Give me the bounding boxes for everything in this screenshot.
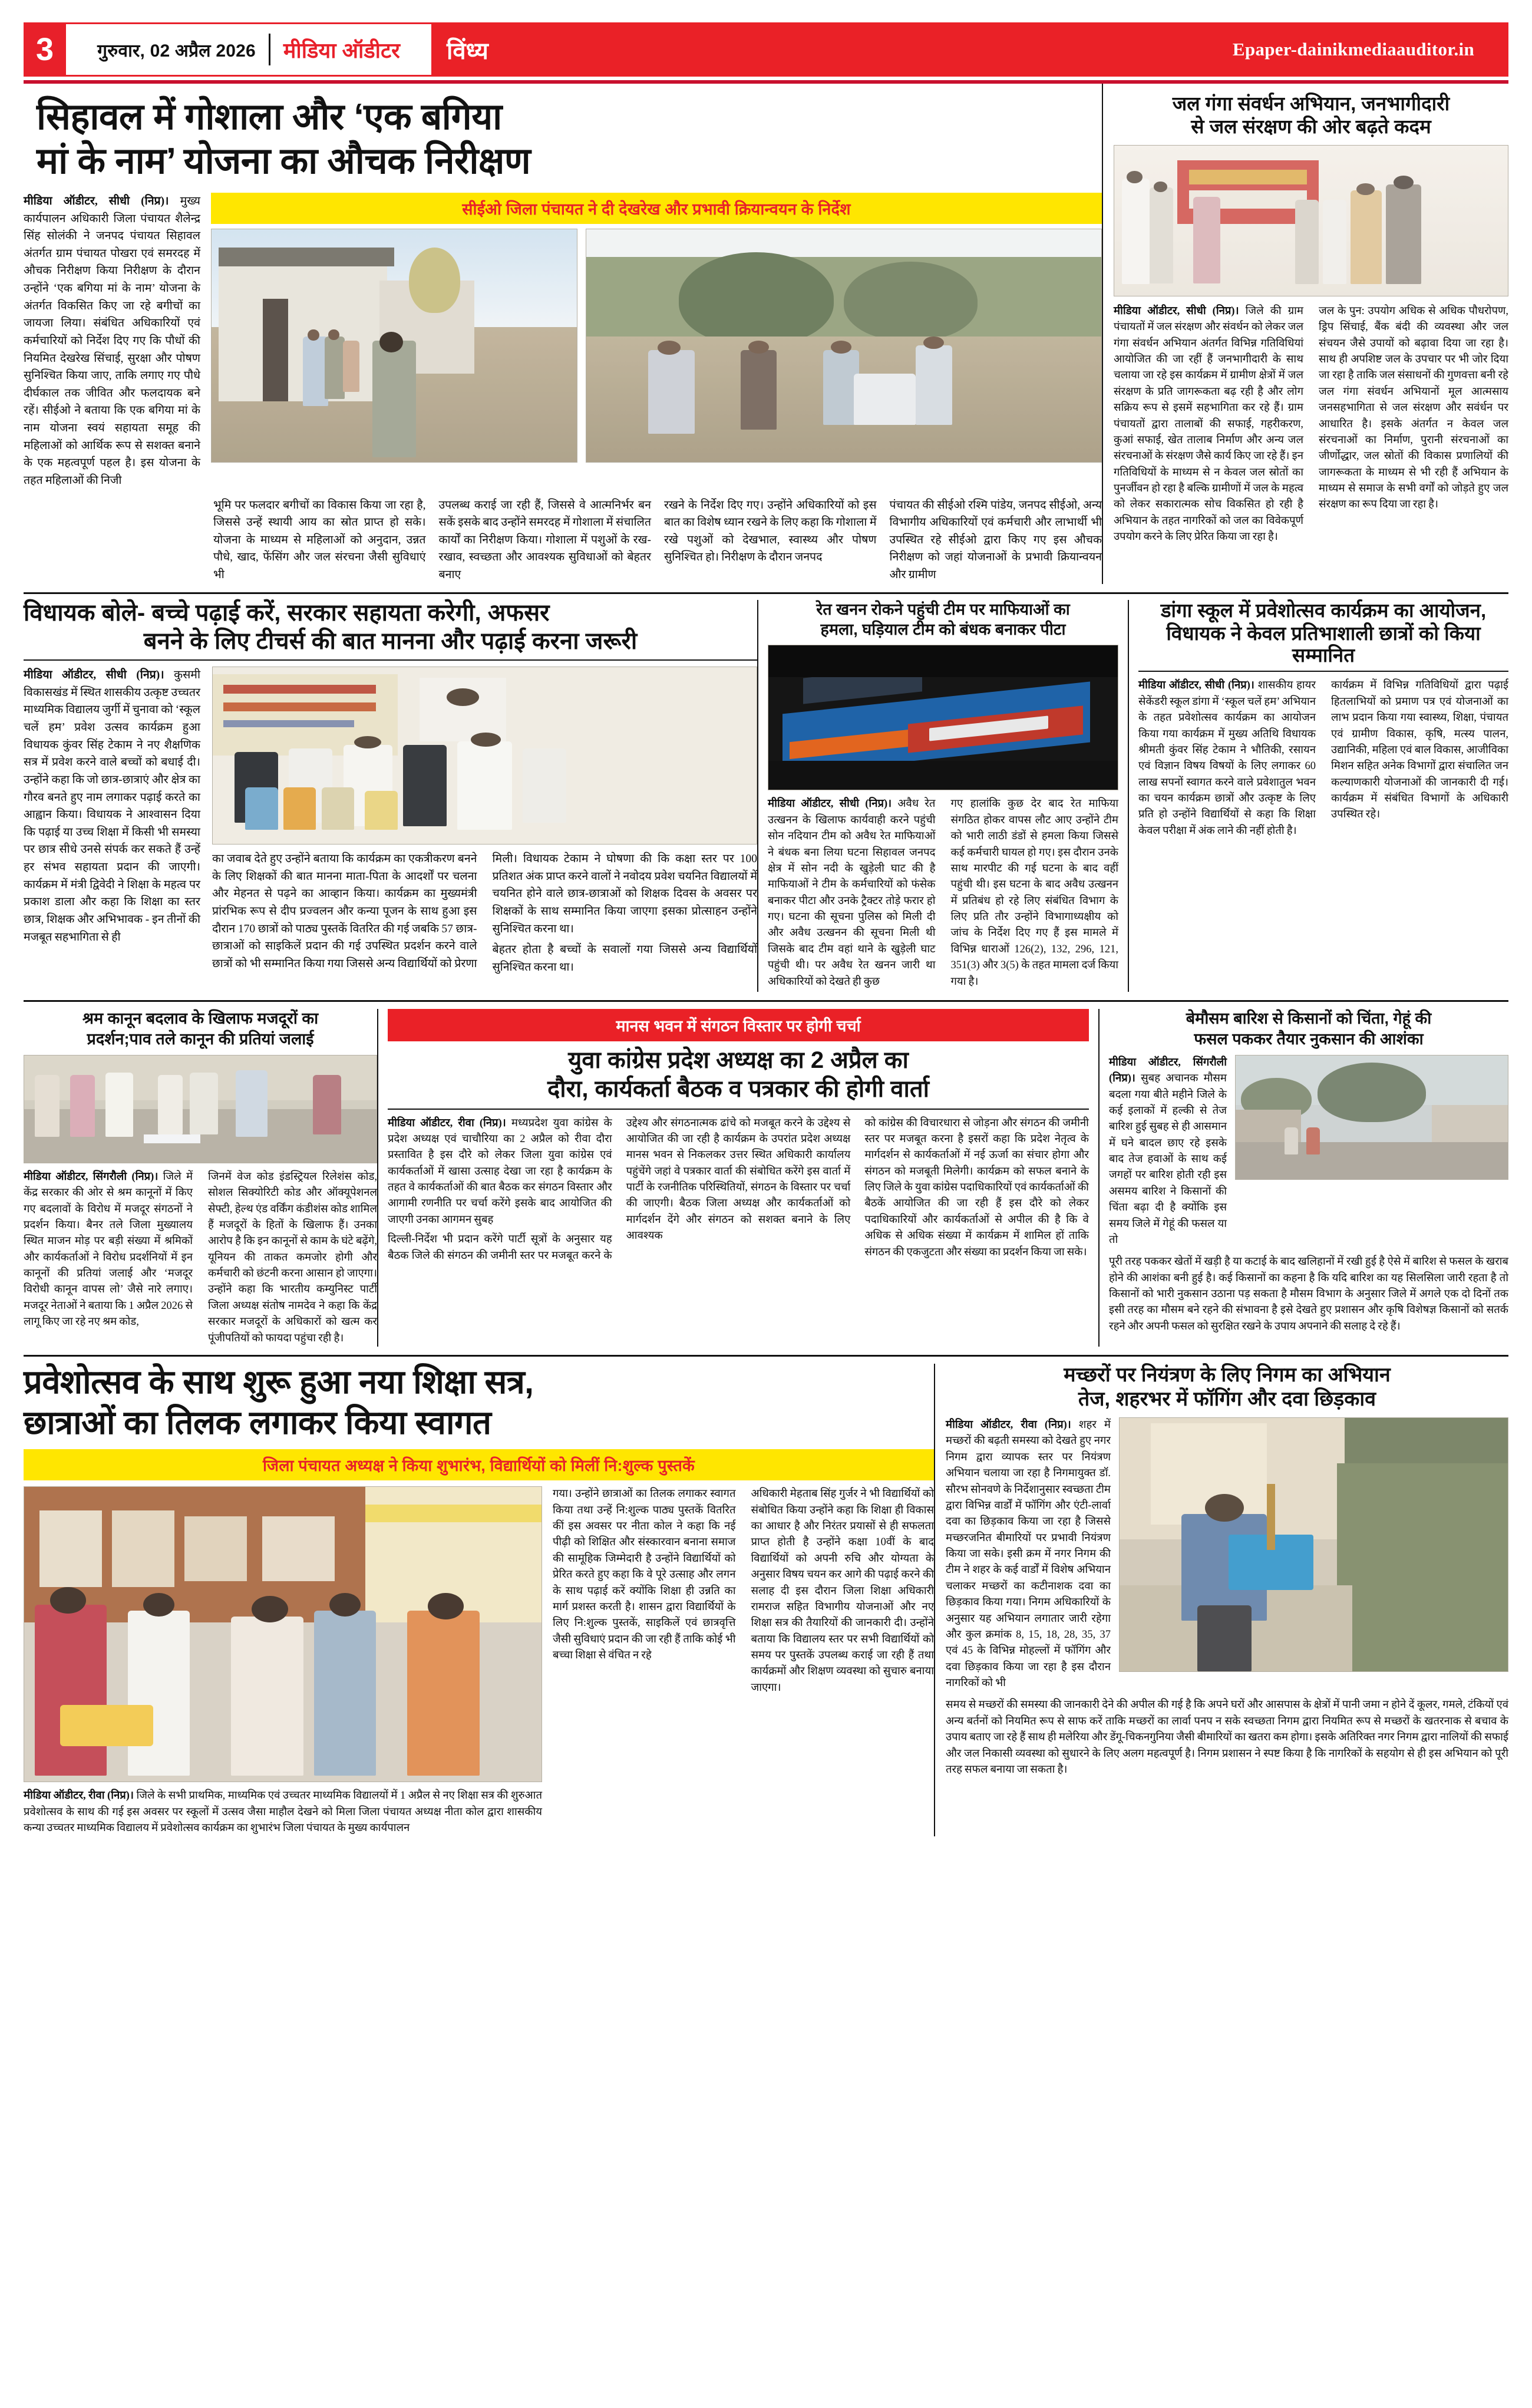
sand-headline-line1: रेत खनन रोकने पहुंची टीम पर माफियाओं का — [816, 600, 1070, 618]
danga-headline-line1: डांगा स्कूल में प्रवेशोत्सव कार्यक्रम का आयोजन, — [1160, 599, 1487, 621]
congress-col3: को कांग्रेस की विचारधारा से जोड़ना और संगठन की जमीनी स्तर पर मजबूत करना है इसरों कहा कि प्रदेश नेतृत्व के मार्गदर्शन से कार्यकर्ताओं में नई ऊर्जा का संचार होगा और संगठन को मजबूती मिलेगी। कार्यक्रम को सफल बनाने के लिए जिले के युवा कांग्रेस पदाधिकारियों एवं कार्यकर्ताओं की बैठकें आयोजित की जा रही हैं इस दौरे को लेकर पदाधिकारियों और कार्यकर्ताओं से अपील की है कि वे अधिक से अधिक संख्या में कार्यक्रम में शामिल हों ताकि संगठन की एकजुटता और संख्या का प्रदर्शन किया जा सके। — [864, 1117, 1089, 1258]
sand-dateline: मीडिया ऑडीटर, सीधी (निप्र)। — [768, 798, 892, 810]
lead-story — [24, 84, 1102, 584]
danga-dateline: मीडिया ऑडीटर, सीधी (निप्र)। — [1138, 679, 1254, 692]
water-headline-line1: जल गंगा संवर्धन अभियान, जनभागीदारी — [1172, 93, 1450, 114]
masthead — [24, 22, 1508, 77]
danga-col2: कार्यक्रम में विभिन्न गतिविधियों द्वारा पढ़ाई हितलाभियों को प्रमाण पत्र एवं योजनाओं का लाभ प्रदान किया गया स्वास्थ्य, शिक्षा, पंचायत एवं ग्रामीण विकास, कृषि, मत्स्य पालन, उद्यानिकी, महिला एवं बाल विकास, आजीविका मिशन सहित अनेक विभागों द्वारा संचालित जन कल्याणकारी योजनाओं की जानकारी दी गई। कार्यक्रम में संबंधित विभागों के अधिकारी उपस्थित रहे। — [1331, 679, 1508, 821]
pravesh-yellow-bar: जिला पंचायत अध्यक्ष ने किया शुभारंभ, विद्यार्थियों को मिलीं नि:शुल्क पुस्तकें — [24, 1449, 934, 1480]
wheat-headline-line2: फसल पककर तैयार नुकसान की आशंका — [1194, 1030, 1424, 1048]
labour-headline-line1: श्रम कानून बदलाव के खिलाफ मजदूरों का — [82, 1009, 319, 1027]
mosquito-dateline: मीडिया ऑडीटर, रीवा (निप्र)। — [946, 1419, 1071, 1431]
mosquito-col2: समय से मच्छरों की समस्या की जानकारी देने की अपील की गई है कि अपने घरों और आसपास के क्षेत्रों में पानी जमा न होने दें कूलर, गमले, टंकियों एवं अन्य बर्तनों को नियमित रूप से साफ करें ताकि मच्छरों का लार्वा पनप न सके स्वच्छता निगम द्वारा नियमित रूप से मच्छरों के खतरनाक से बचाव के उपाय बताए जा रहे हैं साथ ही मलेरिया और डेंगू-चिकनगुनिया जैसी बीमारियों का खतरा कम होगा। इसके अतिरिक्त नगर निगम द्वारा नालियों की सफाई और जल निकासी व्यवस्था को सुधारने के लिए अलग महत्वपूर्ण है। निगम प्रशासन ने स्पष्ट किया है कि नागरिकों के सहयोग से ही इस अभियान को पूरी तरह सफल बनाया जा सकता है। — [946, 1699, 1509, 1776]
section-rule-1 — [24, 592, 1508, 594]
photo-rain-town — [1235, 1055, 1508, 1180]
lead-dateline: मीडिया ऑडीटर, सीधी (निप्र)। — [24, 194, 169, 207]
brand-name: मीडिया ऑडीटर — [283, 38, 400, 62]
wheat-col1: सुबह अचानक मौसम बदला गया बीते महीने जिले के कई इलाकों में हल्की से तेज बारिश हुई सुबह से ही आसमान में घने बादल छाए रहे इसके बाद तेज हवाओं के साथ कई जगहों पर बारिश होती रही इस असमय बारिश ने किसानों की चिंता बढ़ा दी है क्योंकि इस समय जिले में गेहूं की फसल या तो — [1109, 1073, 1227, 1246]
pravesh-story — [24, 1364, 934, 1837]
danga-headline-line2: विधायक ने केवल प्रतिभाशाली छात्रों को किया सम्मानित — [1166, 622, 1481, 666]
mla-headline-line2: बनने के लिए टीचर्स की बात मानना और पढ़ाई करना जरूरी — [143, 628, 638, 655]
congress-rule — [388, 1109, 1089, 1110]
photo-fogging-worker — [1119, 1417, 1508, 1672]
photo-labour-protest — [24, 1055, 377, 1163]
mla-story — [24, 600, 757, 992]
sand-col1: अवैध रेत उत्खनन के खिलाफ कार्यवाही करने पहुंची सोन नदियान टीम को अवैध रेत माफियाओं ने बंधक बना लिया घटना सिहावल जनपद क्षेत्र में सोन नदी के खुड़ेली घाट की है माफियाओं ने टीम के कर्मचारियों को फंसेक बनाकर पीटा और उनके ट्रैक्टर तोड़े फरार हो गए। घटना की सूचना पुलिस को मिली दी और अवैध उत्खनन की सूचना मिली थी जिसके बाद टीम वहां थाने के खुड़ेली घाट पहुंची थी। पर अवैध रेत खनन जारी था अधिकारियों को देखते ही कुछ — [768, 798, 936, 988]
lead-col1: मुख्य कार्यपालन अधिकारी जिला पंचायत शैलेन्द्र सिंह सोलंकी ने जनपद पंचायत सिहावल अंतर्गत ग्राम पंचायत पोखरा एवं समरदह में औचक निरीक्षण किया निरीक्षण के दौरान उन्होंने ‘एक बगिया मां के नाम’ योजना के अंतर्गत विकसित किए जा रहे बगीचों का जायजा लिया। संबंधित अधिकारियों एवं कर्मचारियों को निर्देश दिए गए कि पौधों की नियमित देखरेख सिंचाई, सुरक्षा और पोषण सुनिश्चित किया जाए, ताकि लगाए गए पौधे दीर्घकाल तक जीवित और फलदायक बने रहें। सीईओ ने बताया कि एक बगिया मां के नाम योजना स्वयं सहायता समूह की महिलाओं को आर्थिक रूप से सशक्त बनाने के एक महत्वपूर्ण पहल है। इस योजना के तहत महिलाओं की निजी — [24, 194, 200, 487]
congress-col2: दिल्ली-निर्देश भी प्रदान करेंगे पार्टी सूत्रों के अनुसार यह बैठक जिले की संगठन की जमीनी स्तर पर मजबूत करने के उद्देश्य और संगठनात्मक ढांचे को मजबूत करने के उद्देश्य से आयोजित की जा रही है कार्यक्रम के उपरांत प्रदेश अध्यक्ष मानस भवन से निकलकर उत्तर स्थित अधिकारी कार्यालय पहुंचेंगे जहां वे पत्रकार वार्ता की संबोधित करेंगे इस वार्ता में पार्टी के रजनीतिक परिस्थितियों, संगठन के विस्तार पर चर्चा की जाएगी। बैठक जिला अध्यक्ष और कार्यकर्ताओं को मार्गदर्शन देंगे और संगठन को सशक्त बनाने के लिए आवश्यक — [388, 1117, 851, 1262]
page-number: 3 — [24, 22, 66, 77]
publication-date: गुरुवार, 02 अप्रैल 2026 — [97, 41, 256, 61]
lead-col5: पंचायत की सीईओ रश्मि पांडेय, जनपद सीईओ, अन्य विभागीय अधिकारियों एवं कर्मचारी और लाभार्थी भी उपस्थित रहे सीईओ द्वारा किए गए इस औचक निरीक्षण को जहां योजनाओं के प्रभावी क्रियान्वयन और ग्रामीण — [889, 499, 1102, 581]
lead-col2: भूमि पर फलदार बगीचों का विकास किया जा रहा है, जिससे उन्हें स्थायी आय का स्रोत प्राप्त हो सके। योजना के माध्यम से महिलाओं को अनुदान, उन्नत पौधे, खाद, फेंसिंग और जल संरचना जैसी सुविधाएं भी — [213, 499, 426, 581]
labour-col1: जिले में केंद्र सरकार की ओर से श्रम कानूनों में किए गए बदलावों के विरोध में मजदूर संगठनों ने प्रदर्शन किया। बैनर तले जिला मुख्यालय स्थित माजन मोड़ पर बड़ी संख्या में श्रमिकों और कार्यकर्ताओं ने विरोध प्रदर्शनियों में इन कानूनों की प्रतियां जलाई और ‘मजदूर विरोधी कानून वापस लो’ जैसे नारे लगाए। मजदूर नेताओं ने बताया कि 1 अप्रैल 2026 से लागू किए जा रहे नए श्रम कोड, — [24, 1170, 193, 1328]
mla-col3: बेहतर होता है बच्चों के सवालों गया जिससे अन्य विद्यार्थियों सुनिश्चित करना था। — [492, 944, 757, 974]
congress-headline-line2: दौरा, कार्यकर्ता बैठक व पत्रकार की होगी वार्ता — [547, 1076, 929, 1102]
sand-col2: गए हालांकि कुछ देर बाद रेत माफिया संगठित होकर वापस लौट आए उन्होंने टीम को भारी लाठी डंडों से हमला किया जिससे कई कर्मचारी घायल हो गए। इस दौरान उनके साथ मारपीट की गई घटना के बाद वहीं पहुंची थी। इस घटना के बाद अवैध उत्खनन में प्रतिबंध हो रहे लिए संबंधित विभाग के लिए प्रति तौर उन्होंने विभागाध्यक्षीय को जांच के निर्देश दिए गए हैं इस मामले में विभिन्न धाराओं 126(2), 132, 296, 121, 351(3) और 3(5) के तहत मामला दर्ज किया गया है। — [950, 798, 1118, 988]
pravesh-headline-line1: प्रवेशोत्सव के साथ शुरू हुआ नया शिक्षा सत्र, — [24, 1363, 534, 1400]
mosquito-headline-line2: तेज, शहरभर में फॉगिंग और दवा छिड़काव — [1078, 1387, 1376, 1410]
middle-section — [24, 600, 1508, 992]
section-rule-3 — [24, 1355, 1508, 1357]
wheat-story — [1100, 1009, 1508, 1347]
lead-col4: रखने के निर्देश दिए गए। उन्होंने अधिकारियों को इस बात का विशेष ध्यान रखने के लिए कहा कि गोशाला में रखे पशुओं को देखभाल, स्वास्थ्य और पोषण सुनिश्चित हो। निरीक्षण के दौरान जनपद — [664, 499, 877, 564]
water-story — [1103, 84, 1508, 584]
photo-plantation-field — [586, 229, 1102, 463]
congress-red-bar: मानस भवन में संगठन विस्तार पर होगी चर्चा — [388, 1009, 1089, 1041]
bottom-section — [24, 1364, 1508, 1837]
photo-damaged-tractor — [768, 645, 1118, 790]
danga-rule — [1138, 671, 1508, 672]
photo-water-campaign — [1114, 145, 1508, 296]
masthead-date-brand — [66, 22, 431, 77]
congress-dateline: मीडिया ऑडीटर, रीवा (निप्र)। — [388, 1117, 506, 1129]
mla-headline-line1: विधायक बोले- बच्चे पढ़ाई करें, सरकार सहायता करेगी, अफसर — [24, 599, 550, 626]
mla-col2: का जवाब देते हुए उन्होंने बताया कि कार्यक्रम का एकत्रीकरण बनने के लिए शिक्षकों की बात मानना माता-पिता के आदर्शों पर चलना और मेहनत से पढ़ने का आव्हान किया। कार्यक्रम का मुख्यमंत्री प्रांरभिक रूप से दीप प्रज्वलन और कन्या पूजन के साथ हुआ इस दौरान 170 छात्रों को पाठ्य पुस्तकें वितरित की गई जबकि 57 छात्र-छात्राओं को साइकिलें प्रदान की गई उपस्थित प्रदर्शन करने वाले छात्रों को भी सम्मानित किया गया जिससे अन्य विद्यार्थियों को प्रेरणा मिली। विधायक टेकाम ने घोषणा की कि कक्षा स्तर पर 100 प्रतिशत अंक प्राप्त करने वालों ने नवोदय प्रवेश चयनित विद्यालयों में चयनित होने वाले छात्र-छात्राओं को शिक्षक दिवस के अवसर पर शिक्षकों के साथ सम्मानित किया जाएगा इसका प्रोत्साहन उन्होंने सुनिश्चित करना था। — [212, 853, 757, 970]
website-url[interactable]: Epaper-dainikmediaauditor.in — [1232, 39, 1474, 60]
pravesh-col1: जिले के सभी प्राथमिक, माध्यमिक एवं उच्चतर माध्यमिक विद्यालयों में 1 अप्रैल से नए शिक्षा सत्र की शुरुआत प्रवेशोत्सव के साथ की — [24, 1790, 542, 1818]
mla-col1: कुसमी विकासखंड में स्थित शासकीय उत्कृष्ट उच्चतर माध्यमिक विद्यालय जुर्गी में चुनावा को ‘स्कूल चलें हम’ प्रवेश उत्सव कार्यक्रम हुआ विधायक कुंवर सिंह टेकाम ने नए शैक्षणिक सत्र में प्रवेश करने वाले बच्चों को बधाई दी। उन्होंने कहा कि जो छात्र-छात्राएं और क्षेत्र का गौरव बनते हुए नाम लगाकर पढ़ाई करते का आह्वान किया। विधायक ने आश्वासन दिया कि पढ़ाई या उच्च शिक्षा में किसी भी समस्या पर छात्र सीधे उनसे संपर्क कर सकते हैं उन्हें हर संभव सहायता प्रदान की जाएगी। कार्यक्रम में मंत्री द्विवेदी ने शिक्षा के महत्व पर प्रकाश डाला और कहा कि शिक्षा का स्तर छात्र, शिक्षक और अभिभावक - इन तीनों की मजबूत सहभागिता से ही — [24, 669, 201, 944]
danga-col1: शासकीय हायर सेकेंडरी स्कूल डांगा में ‘स्कूल चलें हम’ अभियान के तहत प्रवेशोत्सव कार्यक्रम का आयोजन किया गया कार्यक्रम में मुख्य अतिथि विधायक श्रीमती कुंवर सिंह टेकाम ने भौतिकी, रसायन एवं विज्ञान विषय विषयों के लिए लगाकर 60 लाख सपनों स्वागत करने वाले प्रवेशातुल भवन का चयन कार्यक्रम छात्रों और उत्कृष्ट के लिए प्रति हो उन्होंने विद्यार्थियों से कहा कि शिक्षा केवल परीक्षा में अंक लाने की नहीं होती है। — [1138, 679, 1316, 837]
congress-headline-line1: युवा कांग्रेस प्रदेश अध्यक्ष का 2 अप्रैल का — [568, 1047, 909, 1073]
photo-inspection-building — [211, 229, 577, 463]
lead-headline-line1: सिहावल में गोशाला और ‘एक बगिया — [37, 97, 502, 137]
water-col1: जिले की ग्राम पंचायतों में जल संरक्षण और संवर्धन को लेकर जल गंगा संवर्धन अभियान अंतर्गत विभिन्न गतिविधियां आयोजित की जा रहीं हैं जनभागीदारी के साथ चलाया जा रहे इस कार्यक्रम में ग्रामीण क्षेत्रों में जल संरक्षण के प्रति जागरूकता बढ़ रही है और लोग सक्रिय रूप से इसमें सहभागिता कर रहे हैं। ग्राम पंचायतों द्वारा तालाबों की सफाई, गहरीकरण, कुआं सफाई, खेत तालाब निर्माण और अन्य जल संरचनाओं के संरक्षण जैसे कार्य किए जा रहे हैं। इन गतिविधियों के माध्यम से न केवल जल स्रोतों का पुनर्जीवन हो रहा है बल्कि ग्रामीणों में जल के महत्व को लेकर सकारात्मक सोच विकसित हो रही है अभियान के तहत नागरिकों को जल का विवेकपूर्ण उपयोग करने के लिए प्रेरित किया जा रहा है। — [1114, 305, 1303, 543]
mosquito-story — [935, 1364, 1508, 1837]
labour-dateline: मीडिया ऑडीटर, सिंगरौली (निप्र)। — [24, 1170, 159, 1183]
mla-rule — [24, 659, 757, 661]
top-section — [24, 84, 1508, 584]
wheat-dateline: मीडिया ऑडीटर, सिंगरौली (निप्र)। — [1109, 1056, 1227, 1085]
pravesh-col3: गया। उन्होंने छात्राओं का तिलक लगाकर स्वागत किया तथा उन्हें नि:शुल्क पाठ्य पुस्तकें वितरित कीं इस अवसर पर नीता कोल ने कहा कि नई पीढ़ी को शिक्षित और संस्कारवान बनाना समाज की सामूहिक जिम्मेदारी है उन्होंने विद्यार्थियों को प्रेरित करते हुए कहा कि वे पूरे उत्साह और लगन के साथ पढ़ाई करें क्योंकि शिक्षा ही उन्नति का मार्ग प्रशस्त करती है। शासन द्वारा विद्यार्थियों के लिए नि:शुल्क पुस्तकें, साइकिलें एवं छात्रवृत्ति जैसी सुविधाएं प्रदान की जा रही हैं ताकि कोई भी बच्चा शिक्षा से वंचित न रहे — [553, 1488, 736, 1662]
edition-name: विंध्य — [447, 38, 488, 64]
lead-subhead-bar: सीईओ जिला पंचायत ने दी देखरेख और प्रभावी क्रियान्वयन के निर्देश — [211, 193, 1102, 224]
mosquito-headline-line1: मच्छरों पर नियंत्रण के लिए निगम का अभियान — [1064, 1363, 1391, 1386]
water-dateline: मीडिया ऑडीटर, सीधी (निप्र)। — [1114, 305, 1239, 317]
lower-section — [24, 1009, 1508, 1347]
masthead-edition-bar — [431, 22, 1508, 77]
pravesh-col4: अधिकारी मेहताब सिंह गुर्जर ने भी विद्यार्थियों को संबोधित किया उन्होंने कहा कि शिक्षा ही विकास का आधार है और निरंतर प्रयासों से ही सफलता प्राप्त होती है उन्होंने कक्षा 10वीं के बाद विद्यार्थियों को अपनी रुचि और योग्यता के अनुसार विषय चयन कर आगे की पढ़ाई करने की सलाह दी इस दौरान जिला शिक्षा अधिकारी रामराज सहित विभागीय योजनाओं और नए शिक्षा सत्र की तैयारियों की जानकारी दी। उन्होंने बताया कि विद्यालय स्तर पर सभी विद्यार्थियों को समय पर पुस्तकें उपलब्ध कराई जा रही हैं तथा कार्यक्रमों और शिक्षण व्यवस्था को सुचारु बनाया जाएगा। — [751, 1488, 934, 1694]
labour-col2: जिनमें वेज कोड इंडस्ट्रियल रिलेशंस कोड, सोशल सिक्योरिटी कोड और ऑक्यूपेशनल सेफ्टी, हेल्थ एंड वर्किंग कंडीशंस कोड शामिल हैं मजदूरों के हितों के खिलाफ हैं। उनका आरोप है कि इन कानूनों से काम के घंटे बढ़ेंगे, यूनियन की ताकत कमजोर होगी और कर्मचारी को छंटनी करना आसान हो जाएगा। उन्होंने कहा कि भारतीय कम्युनिस्ट पार्टी जिला अध्यक्ष संतोष नामदेव ने कहा कि केंद्र सरकार मजदूरों के अधिकारों को खत्म कर पूंजीपतियों को फायदा पहुंचा रही है। — [208, 1170, 377, 1344]
section-rule-2 — [24, 1000, 1508, 1002]
photo-tilak-welcome — [24, 1486, 542, 1782]
mla-dateline: मीडिया ऑडीटर, सीधी (निप्र)। — [24, 669, 164, 682]
danga-story — [1129, 600, 1508, 992]
mosquito-col1: शहर में मच्छरों की बढ़ती समस्या को देखते हुए नगर निगम द्वारा व्यापक स्तर पर नियंत्रण अभियान चलाया जा रहा है निगमायुक्त डॉ. सौरभ सोनवणे के निर्देशानुसार स्वच्छता टीम द्वारा विभिन्न वार्डों में फॉगिंग और एंटी-लार्वा दवा का छिड़काव किया जा रहा है जिससे मच्छरजनित बीमारियों पर प्रभावी नियंत्रण किया जा सके। इसी क्रम में नगर निगम की टीम ने शहर के कई वार्डों में विशेष अभियान चलाकर मच्छरों का कटीनाशक दवा का छिड़काव किया गया। निगम अधिकारियों के अनुसार यह अभियान लगातार जारी रहेगा और कुल क्रमांक 8, 15, 18, 28, 35, 37 एवं 45 के विभिन्न मोहल्लों में फॉगिंग और दवा छिड़काव किया जा रहा है इस दौरान नागरिकों को भी — [946, 1419, 1111, 1690]
congress-story — [378, 1009, 1098, 1347]
pravesh-headline-line2: छात्राओं का तिलक लगाकर किया स्वागत — [24, 1403, 491, 1441]
lead-headline-line2: मां के नाम’ योजना का औचक निरीक्षण — [37, 141, 531, 182]
water-headline-line2: से जल संरक्षण की ओर बढ़ते कदम — [1191, 115, 1431, 137]
sand-headline-line2: हमला, घड़ियाल टीम को बंधक बनाकर पीटा — [820, 621, 1066, 639]
pravesh-col2: गई इस अवसर पर स्कूलों में उत्सव जैसा माहौल देखने को मिला जिला पंचायत अध्यक्ष नीता कोल द्वारा शासकीय कन्या उच्चतर माध्यमिक विद्यालय में प्रवेशोत्सव कार्यक्रम का शुभारंभ जिला पंचायत के मुख्य कार्यपालन — [24, 1806, 542, 1835]
sand-story — [758, 600, 1128, 992]
wheat-headline-line1: बेमौसम बारिश से किसानों को चिंता, गेहूं की — [1186, 1009, 1432, 1027]
wheat-col2: पूरी तरह पककर खेतों में खड़ी है या कटाई के बाद खलिहानों में रखी हुई है ऐसे में बारिश से फसल के खराब होने की आशंका बनी हुई है। कई किसानों का कहना है कि यदि बारिश का यह सिलसिला जारी रहता है तो किसानों को भारी नुकसान उठाना पड़ सकता है मौसम विभाग के अनुसार जिले में अगले एक दो दिनों तक इसी तरह का मौसम बने रहने की संभावना है इसे देखते हुए प्रशासन और कृषि विशेषज्ञ किसानों को सतर्क रहने और अपनी फसल को सुरक्षित रखने के उपाय अपनाने की सलाह दे रहे हैं। — [1109, 1256, 1508, 1332]
water-col2: जल के पुन: उपयोग अधिक से अधिक पौधरोपण, ड्रिप सिंचाई, बैंक बंदी की व्यवस्था और जल संचयन जैसे उपायों को बढ़ावा दिया जा रहा है। साथ ही अपशिष्ट जल के उपचार पर भी जोर दिया जा रहा है ताकि जल संसाधनों की गुणवत्ता बनी रहे जल गंगा संवर्धन अभियानों मूल आत्मसाय जनसहभागिता से जल संरक्षण और सवंर्धन पर आधारित है। इसके अंतर्गत न केवल जल संरचनाओं का निर्माण, पुरानी संरचनाओं का जीर्णोद्धार, जल स्रोतों की विकास प्रणालियों की जागरूकता के माध्यम से भी रही हैं अभियान के माध्यम से समाज के सभी वर्गों को जोड़ते हुए जल संरक्षण का रूप दिया जा रहा है। — [1319, 305, 1508, 511]
labour-headline-line2: प्रदर्शन;पाव तले कानून की प्रतियां जलाई — [87, 1030, 314, 1048]
pravesh-dateline: मीडिया ऑडीटर, रीवा (निप्र)। — [24, 1790, 134, 1802]
divider — [269, 34, 270, 65]
congress-col1: मध्यप्रदेश युवा कांग्रेस के प्रदेश अध्यक्ष एवं चाचौरिया का 2 अप्रैल को रीवा दौरा प्रस्तावित है इस दौरे को लेकर जिला युवा कांग्रेस एवं कार्यकर्ताओं में खासा उत्साह देखा जा रहा है कार्यक्रम के तहत वे कार्यकर्ताओं की बात बैठक कर संगठन विस्तार और आगामी रणनीति पर चर्चा करेंगे इसके बाद आयोजित की जाएगी उनका आगमन सुबह — [388, 1117, 612, 1226]
labour-story — [24, 1009, 377, 1347]
photo-school-felicitation — [212, 667, 757, 845]
lead-col3: उपलब्ध कराई जा रही हैं, जिससे वे आत्मनिर्भर बन सकें इसके बाद उन्होंने समरदह में गोशाला में संचालित कार्यों का निरीक्षण किया। गोशाला में पशुओं के रख-रखाव, स्वच्छता और आवश्यक सुविधाओं को बेहतर बनाए — [438, 499, 651, 581]
